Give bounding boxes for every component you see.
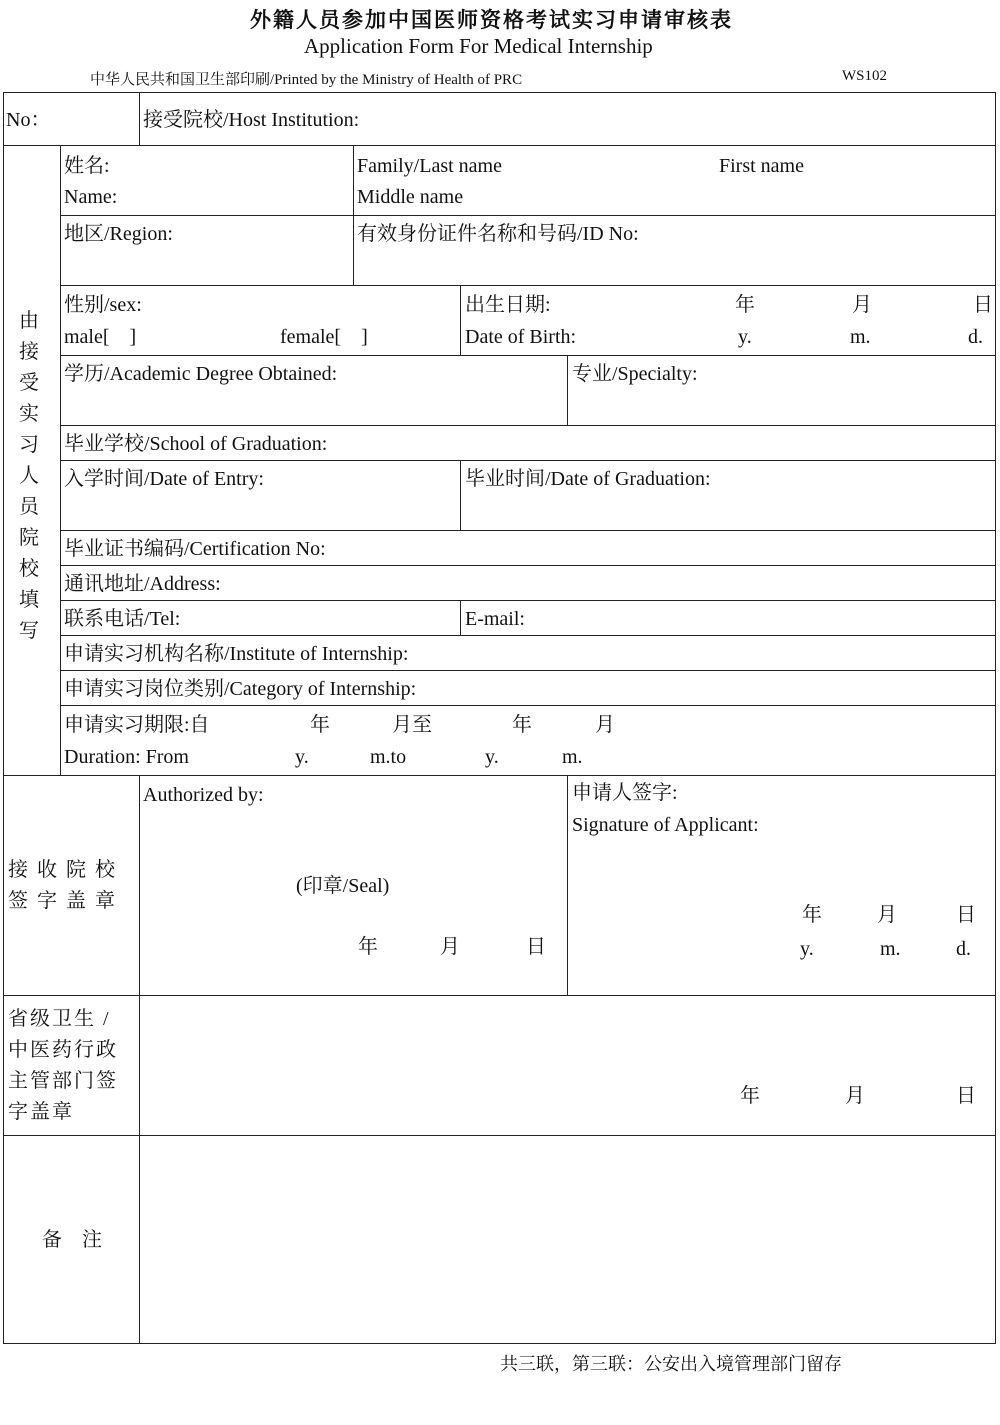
duration-month2-cn: 月 <box>595 714 615 736</box>
tel-label: 联系电话/Tel: <box>64 608 181 630</box>
dob-label-cn: 出生日期: <box>465 294 551 316</box>
divider <box>460 600 461 635</box>
dob-month-cn: 月 <box>852 294 872 316</box>
divider <box>3 145 996 146</box>
name-label-en: Name: <box>64 186 118 208</box>
divider <box>60 670 996 671</box>
sex-label: 性别/sex: <box>64 294 142 316</box>
province-day: 日 <box>956 1085 976 1107</box>
family-name-label: Family/Last name <box>357 155 502 177</box>
male-checkbox[interactable]: male[ ] <box>64 326 137 348</box>
host-sign-label-line1: 接 收 院 校 <box>8 859 117 881</box>
applicant-sign-label-cn: 申请人签字: <box>572 782 678 804</box>
seal-label: (印章/Seal) <box>296 875 390 897</box>
graduation-date-label: 毕业时间/Date of Graduation: <box>465 468 711 490</box>
entry-date-label: 入学时间/Date of Entry: <box>64 468 264 490</box>
middle-name-label: Middle name <box>357 186 464 208</box>
id-number-label: 有效身份证件名称和号码/ID No: <box>357 223 639 245</box>
applicant-month-cn: 月 <box>877 904 897 926</box>
female-checkbox[interactable]: female[ ] <box>280 326 368 348</box>
dob-year-cn: 年 <box>735 294 755 316</box>
divider <box>60 355 996 356</box>
province-label-line3: 主管部门签 <box>8 1070 118 1092</box>
divider <box>460 285 461 355</box>
duration-month1-cn: 月至 <box>392 714 432 736</box>
applicant-sign-label-en: Signature of Applicant: <box>572 814 759 836</box>
duration-label-en: Duration: From <box>64 746 189 768</box>
authorized-by-label: Authorized by: <box>143 784 264 806</box>
printed-by: 中华人民共和国卫生部印刷/Printed by the Ministry of Health of PRC <box>90 72 523 88</box>
institute-label: 申请实习机构名称/Institute of Internship: <box>64 643 409 665</box>
form-title-cn: 外籍人员参加中国医师资格考试实习申请审核表 <box>250 8 733 32</box>
host-institution-label: 接受院校/Host Institution: <box>143 109 360 131</box>
dob-day-cn: 日 <box>973 294 993 316</box>
duration-label-cn: 申请实习期限:自 <box>64 714 210 736</box>
divider <box>60 145 61 775</box>
host-sign-year: 年 <box>358 936 378 958</box>
divider <box>3 775 996 776</box>
duration-month1-en: m.to <box>370 746 407 768</box>
remarks-label: 备 注 <box>42 1229 102 1251</box>
degree-label: 学历/Academic Degree Obtained: <box>64 363 338 385</box>
province-label-line4: 字盖章 <box>8 1101 74 1123</box>
email-label: E-mail: <box>465 608 525 630</box>
applicant-day-cn: 日 <box>956 904 976 926</box>
region-label: 地区/Region: <box>64 223 173 245</box>
divider <box>60 285 996 286</box>
duration-year2-en: y. <box>485 746 499 768</box>
dob-label-en: Date of Birth: <box>465 326 577 348</box>
host-sign-day: 日 <box>526 936 546 958</box>
province-year: 年 <box>740 1085 760 1107</box>
dob-day-en: d. <box>968 326 983 348</box>
divider <box>460 460 461 530</box>
form-code: WS102 <box>842 68 887 84</box>
host-sign-label-line2: 签 字 盖 章 <box>8 890 117 912</box>
divider <box>60 565 996 566</box>
divider <box>60 600 996 601</box>
divider <box>139 92 140 145</box>
divider <box>139 775 140 1344</box>
divider <box>3 995 996 996</box>
divider <box>60 425 996 426</box>
province-month: 月 <box>845 1085 865 1107</box>
divider <box>3 1135 996 1136</box>
footer-note: 共三联，第三联：公安出入境管理部门留存 <box>500 1354 842 1374</box>
dob-month-en: m. <box>850 326 871 348</box>
host-sign-month: 月 <box>440 936 460 958</box>
divider <box>60 705 996 706</box>
duration-year2-cn: 年 <box>512 714 532 736</box>
province-label-line2: 中医药行政 <box>8 1039 118 1061</box>
category-label: 申请实习岗位类别/Category of Internship: <box>64 678 417 700</box>
address-label: 通讯地址/Address: <box>64 573 221 595</box>
province-label-line1: 省级卫生 / <box>8 1008 111 1030</box>
divider <box>60 215 996 216</box>
dob-year-en: y. <box>738 326 752 348</box>
school-label: 毕业学校/School of Graduation: <box>64 433 328 455</box>
duration-year1-cn: 年 <box>310 714 330 736</box>
name-label-cn: 姓名: <box>64 155 110 177</box>
applicant-day-en: d. <box>956 938 971 960</box>
first-name-label: First name <box>719 155 804 177</box>
divider <box>60 530 996 531</box>
certification-label: 毕业证书编码/Certification No: <box>64 538 326 560</box>
specialty-label: 专业/Specialty: <box>572 363 698 385</box>
duration-month2-en: m. <box>562 746 583 768</box>
applicant-year-cn: 年 <box>802 904 822 926</box>
no-label: No： <box>6 109 51 131</box>
form-title-en: Application Form For Medical Internship <box>304 34 653 58</box>
side-label-host-fill: 由接受实习人员院校填写 <box>19 310 39 642</box>
divider <box>567 775 568 995</box>
divider <box>567 355 568 425</box>
duration-year1-en: y. <box>295 746 309 768</box>
divider <box>60 460 996 461</box>
applicant-month-en: m. <box>880 938 901 960</box>
divider <box>60 635 996 636</box>
applicant-year-en: y. <box>800 938 814 960</box>
divider <box>353 145 354 285</box>
